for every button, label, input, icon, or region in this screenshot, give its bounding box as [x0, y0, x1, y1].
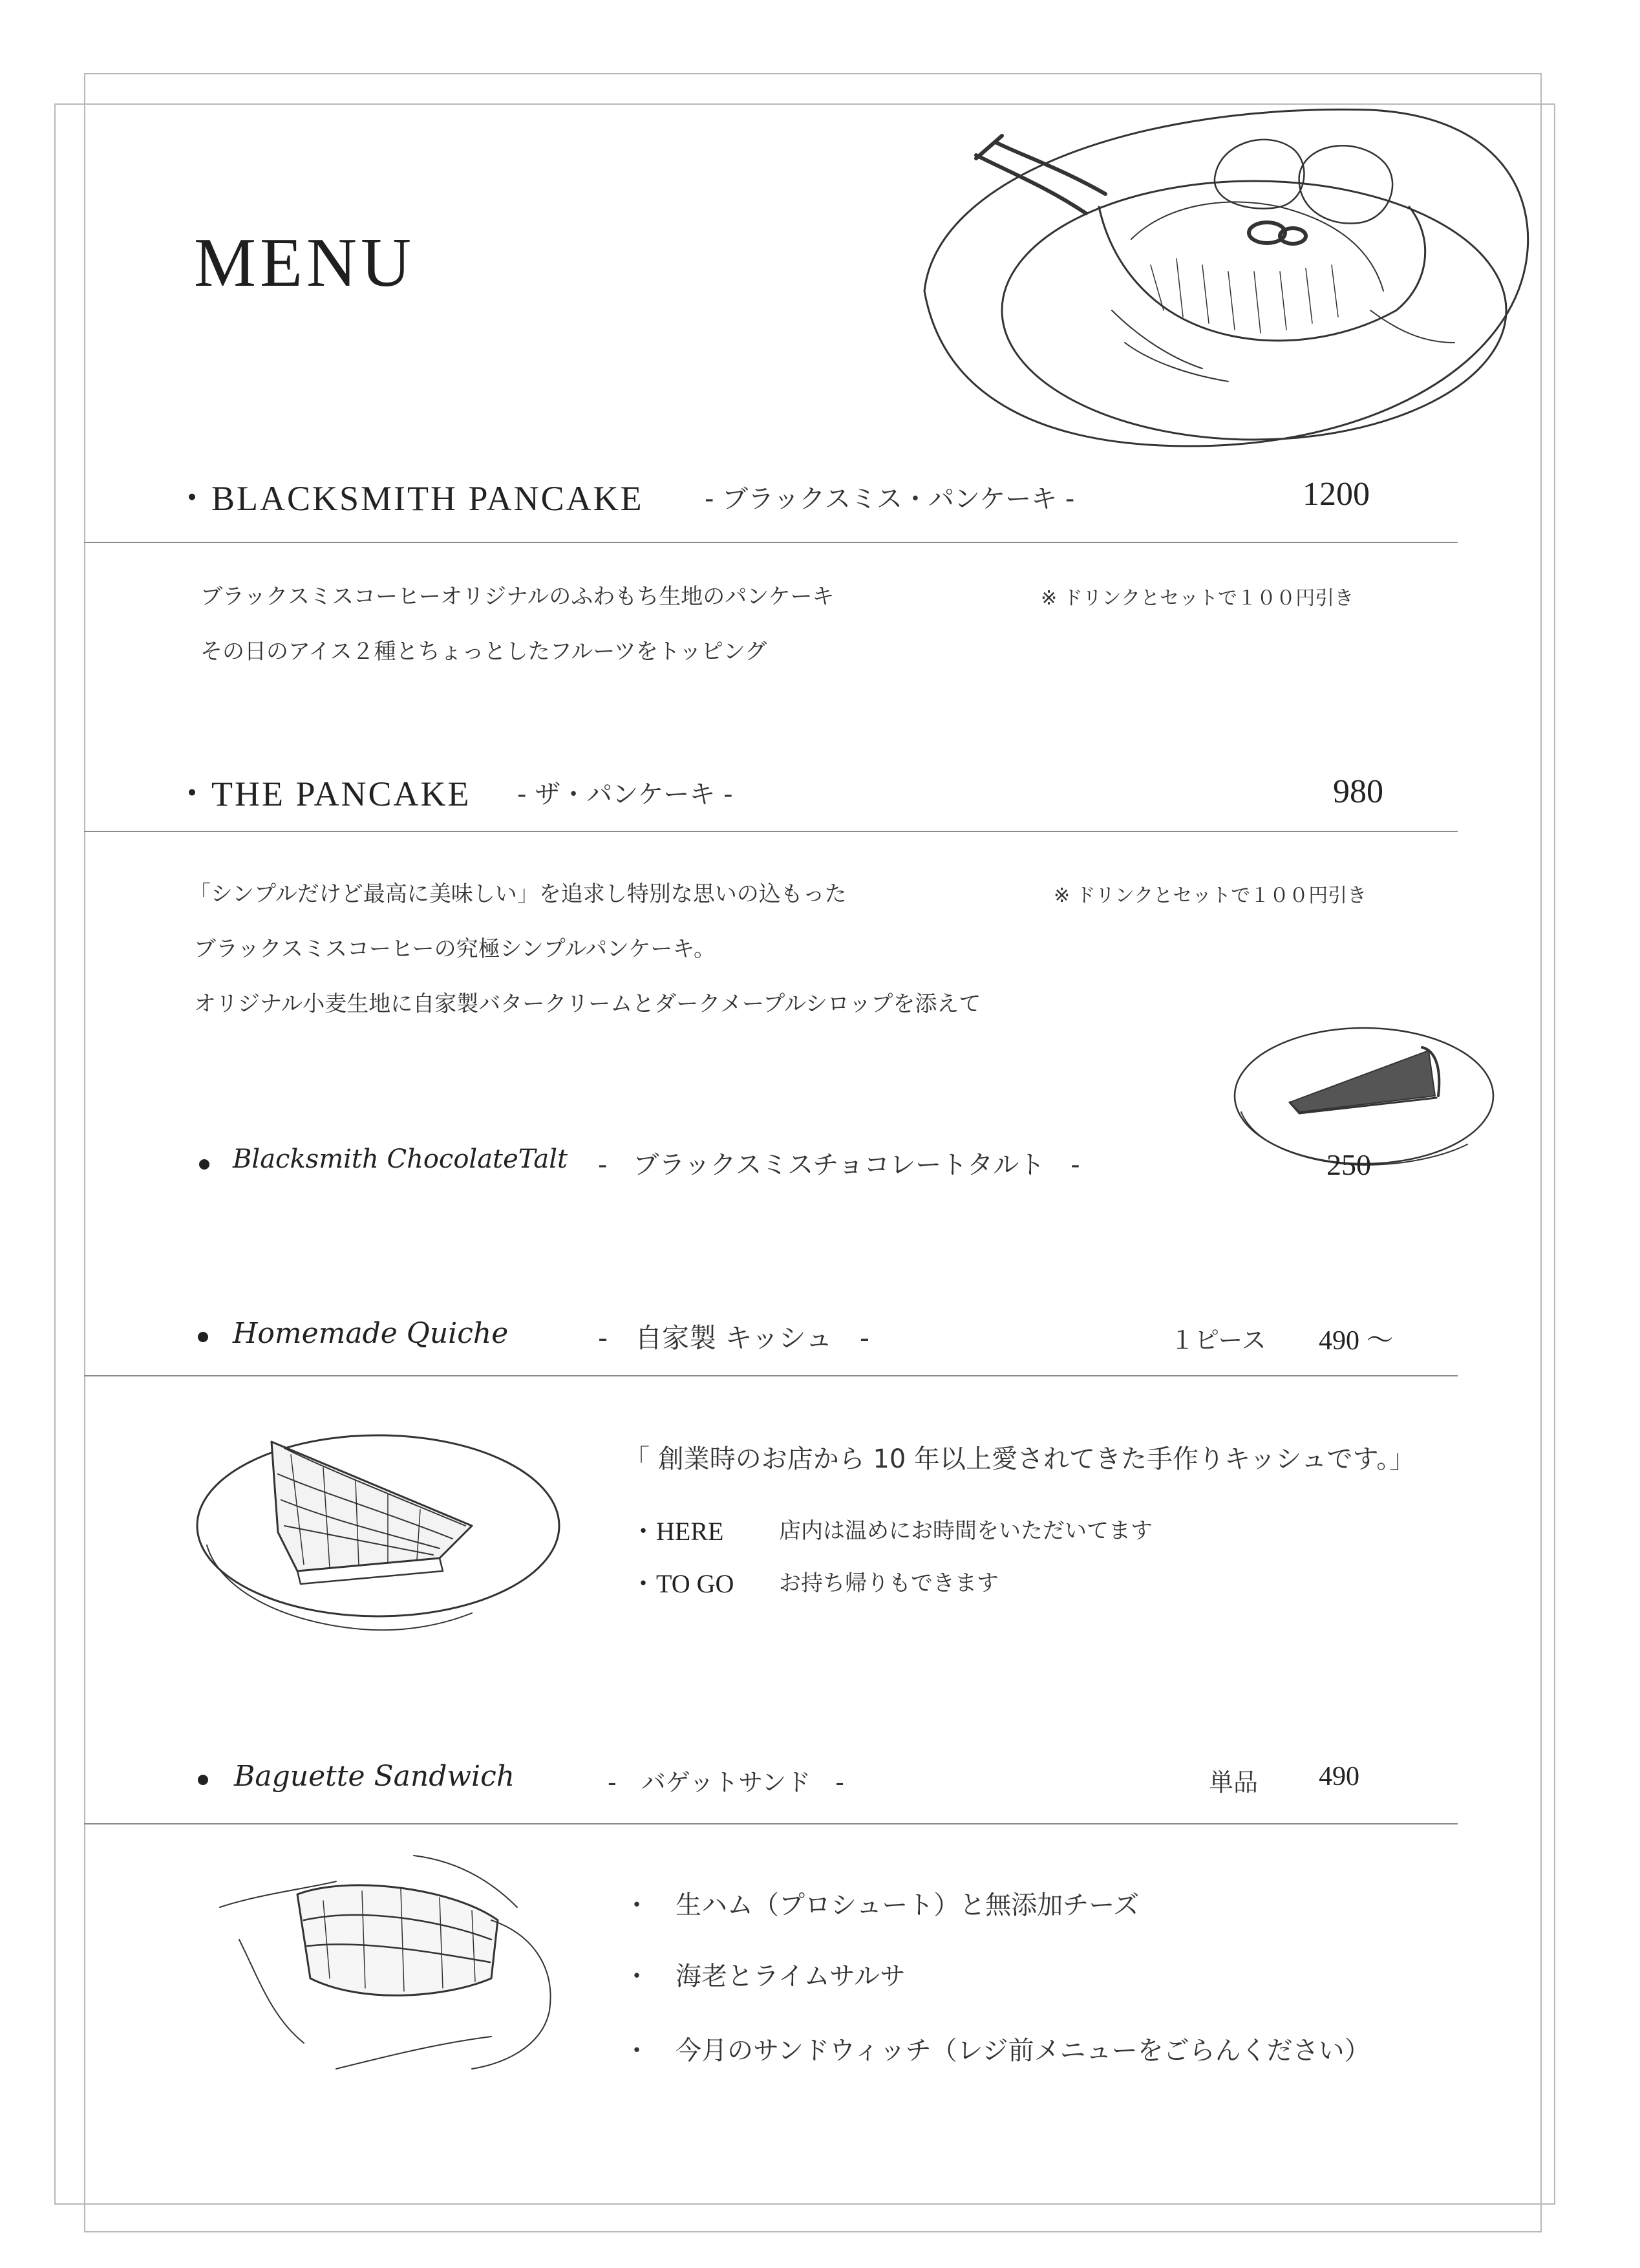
item-price-the-pancake: 980: [1333, 773, 1383, 810]
item-subtitle-chocolate-tart: - ブラックスミスチョコレートタルト -: [598, 1150, 1080, 1180]
sandwich-list-item: ・ 生ハム（プロシュート）と無添加チーズ: [624, 1890, 1140, 1920]
item-name-blacksmith-pancake: ・BLACKSMITH PANCAKE: [175, 479, 644, 518]
quiche-option-label-here: ・HERE: [630, 1517, 724, 1546]
item-desc-line: ブラックスミスコーヒーオリジナルのふわもち生地のパンケーキ: [200, 584, 835, 610]
page-title: MENU: [194, 224, 415, 301]
item-subtitle-blacksmith-pancake: - ブラックスミス・パンケーキ -: [705, 484, 1075, 514]
quiche-option-label-togo: ・TO GO: [630, 1569, 734, 1598]
baguette-sandwich-illustration: [220, 1849, 582, 2095]
quiche-option-text-here: 店内は温めにお時間をいただいてます: [779, 1518, 1153, 1544]
item-price-label-baguette: 単品: [1209, 1768, 1259, 1797]
item-price-blacksmith-pancake: 1200: [1303, 476, 1370, 513]
divider-rule: [84, 831, 1458, 832]
bullet-dot: [198, 1332, 208, 1342]
item-desc-line: オリジナル小麦生地に自家製バタークリームとダークメープルシロップを添えて: [194, 991, 981, 1017]
item-price-label-quiche: １ピース: [1170, 1326, 1266, 1354]
item-note-discount: ※ ドリンクとセットで１００円引き: [1041, 587, 1354, 610]
item-price-baguette-sandwich: 490: [1319, 1762, 1359, 1792]
item-subtitle-the-pancake: - ザ・パンケーキ -: [517, 780, 733, 809]
item-desc-line: その日のアイス２種とちょっとしたフルーツをトッピング: [200, 639, 767, 665]
item-subtitle-homemade-quiche: - 自家製 キッシュ -: [598, 1322, 869, 1354]
bullet-dot: [198, 1775, 208, 1785]
divider-rule: [84, 1823, 1458, 1824]
divider-rule: [84, 1375, 1458, 1376]
bullet-dot: [199, 1159, 209, 1170]
item-name-the-pancake: ・THE PANCAKE: [175, 775, 471, 813]
quiche-option-text-togo: お持ち帰りもできます: [779, 1570, 999, 1596]
quiche-illustration: [194, 1416, 562, 1636]
item-name-homemade-quiche: Homemade Quiche: [233, 1317, 509, 1350]
item-price-chocolate-tart: 250: [1326, 1148, 1371, 1181]
item-desc-line: 「シンプルだけど最高に美味しい」を追求し特別な思いの込もった: [189, 881, 847, 907]
quiche-quote: 「 創業時のお店から 10 年以上愛されてきた手作りキッシュです。」: [624, 1444, 1416, 1474]
item-name-chocolate-tart: Blacksmith ChocolateTalt: [233, 1144, 568, 1174]
sandwich-list-item: ・ 今月のサンドウィッチ（レジ前メニューをごらんください）: [624, 2036, 1370, 2066]
item-name-baguette-sandwich: Baguette Sandwich: [234, 1760, 515, 1793]
divider-rule: [84, 542, 1458, 543]
sandwich-list-item: ・ 海老とライムサルサ: [624, 1962, 906, 1991]
item-subtitle-baguette-sandwich: - バゲットサンド -: [608, 1768, 845, 1797]
pancake-illustration: [918, 97, 1539, 459]
item-desc-line: ブラックスミスコーヒーの究極シンプルパンケーキ。: [194, 936, 716, 962]
item-price-homemade-quiche: 490 〜: [1319, 1326, 1394, 1356]
item-note-discount: ※ ドリンクとセットで１００円引き: [1054, 884, 1367, 907]
